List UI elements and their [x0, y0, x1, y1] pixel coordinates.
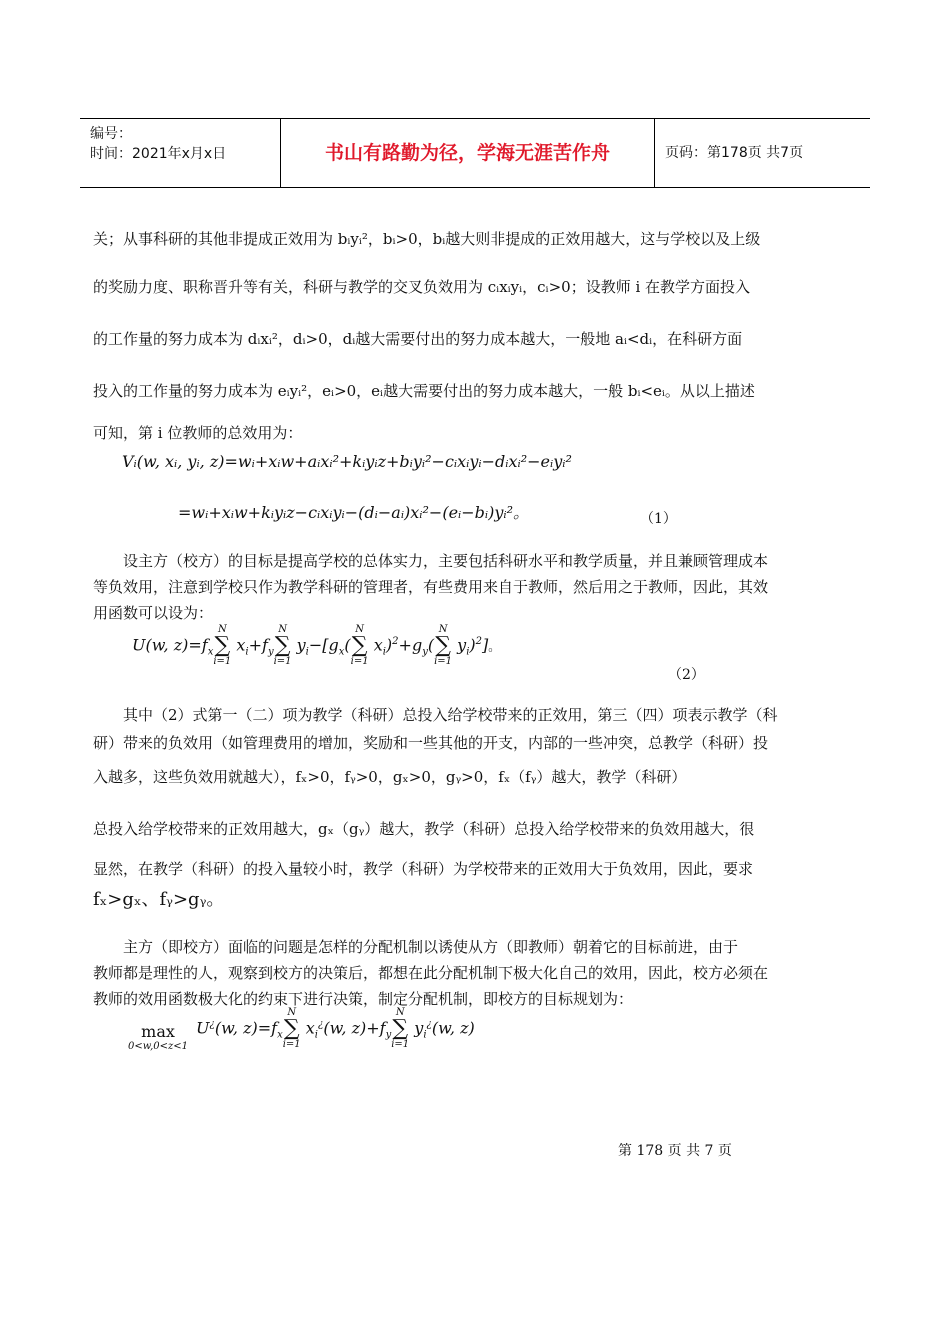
paragraph-line: 主方（即校方）面临的问题是怎样的分配机制以诱使从方（即教师）朝着它的目标前进，由于	[123, 938, 739, 956]
page-footer: 第 178 页 共 7 页	[618, 1143, 732, 1159]
paragraph-line: 教师都是理性的人，观察到校方的决策后，都想在此分配机制下极大化自己的效用，因此，校方必须在	[93, 964, 769, 982]
equation-1b: =wᵢ+xᵢw+kᵢyᵢz−cᵢxᵢyᵢ−(dᵢ−aᵢ)xᵢ²−(eᵢ−bᵢ)yᵢ²。	[178, 503, 530, 522]
paragraph-line: 显然，在教学（科研）的投入量较小时，教学（科研）为学校带来的正效用大于负效用，因此，要求	[93, 860, 754, 878]
paragraph-line: 用函数可以设为：	[93, 604, 214, 622]
equation-1a: Vᵢ(w, xᵢ, yᵢ, z)=wᵢ+xᵢw+aᵢxᵢ²+kᵢyᵢz+bᵢyᵢ²−cᵢxᵢyᵢ−dᵢxᵢ²−eᵢyᵢ²	[122, 452, 572, 471]
max-operator	[128, 1022, 188, 1052]
max-label: max	[141, 1022, 175, 1041]
max-subscript: 0<w,0<z<1	[128, 1041, 189, 1052]
text-line: 的奖励力度、职称晋升等有关，科研与教学的交叉负效用为 cᵢxᵢyᵢ，cᵢ>0；设教师 i 在教学方面投入	[93, 278, 751, 296]
equation-3: U¿(w, $z)=f_x$ N ∑ i=1 $x_i^¿(w$, $z)+f_y$ N ∑ i=1 $y_i^¿(w$, z)	[196, 1007, 475, 1050]
date-label: 时间：2021年x月x日	[90, 146, 227, 162]
equation-2: U(w, $z)=f_x$ N ∑ i=1 $x_i+f_y$ N ∑ i=1 $y_i-[g_x$( N ∑ i=1 $x_i)^2+g_y$( N ∑ i=1 $y_i)^2$]。	[132, 624, 501, 667]
equation-number: （2）	[668, 667, 705, 683]
paragraph-line: 设主方（校方）的目标是提高学校的总体实力，主要包括科研水平和教学质量，并且兼顾管理成本	[123, 552, 769, 570]
paragraph-line: 总投入给学校带来的正效用越大，gₓ（gᵧ）越大，教学（科研）总投入给学校带来的负效用越大，很	[93, 820, 755, 838]
header-meta	[80, 119, 281, 187]
page-header	[80, 118, 870, 188]
paragraph-line: 等负效用，注意到学校只作为教学科研的管理者，有些费用来自于教师，然后用之于教师，因此，其效	[93, 578, 769, 596]
paragraph-line: 教师的效用函数极大化的约束下进行决策，制定分配机制，即校方的目标规划为：	[93, 990, 634, 1008]
equation-number: （1）	[640, 511, 677, 527]
text-line: 关；从事科研的其他非提成正效用为 bᵢyᵢ²，bᵢ>0，bᵢ越大则非提成的正效用越大，这与学校以及上级	[93, 230, 761, 248]
paragraph-line: 入越多，这些负效用就越大），fₓ>0，fᵧ>0，gₓ>0，gᵧ>0，fₓ（fᵧ）越大，教学（科研）	[93, 768, 687, 786]
paragraph-line: 研）带来的负效用（如管理费用的增加，奖励和一些其他的开支，内部的一些冲突，总教学（科研）投	[93, 734, 769, 752]
text-line: 可知，第 i 位教师的总效用为：	[93, 424, 303, 442]
paragraph-line: 其中（2）式第一（二）项为教学（科研）总投入给学校带来的正效用，第三（四）项表示教学（科	[123, 706, 778, 724]
header-motto: 书山有路勤为径，学海无涯苦作舟	[281, 119, 655, 187]
header-page-label: 页码：第178页 共7页	[665, 145, 804, 161]
text-line: 的工作量的努力成本为 dᵢxᵢ²，dᵢ>0，dᵢ越大需要付出的努力成本越大，一般地 aᵢ<dᵢ，在科研方面	[93, 330, 743, 348]
paragraph-line: fₓ>gₓ、fᵧ>gᵧ。	[93, 889, 225, 910]
text-line: 投入的工作量的努力成本为 eᵢyᵢ²，eᵢ>0，eᵢ越大需要付出的努力成本越大，一般 bᵢ<eᵢ。从以上描述	[93, 382, 755, 400]
number-label: 编号：	[90, 126, 132, 142]
